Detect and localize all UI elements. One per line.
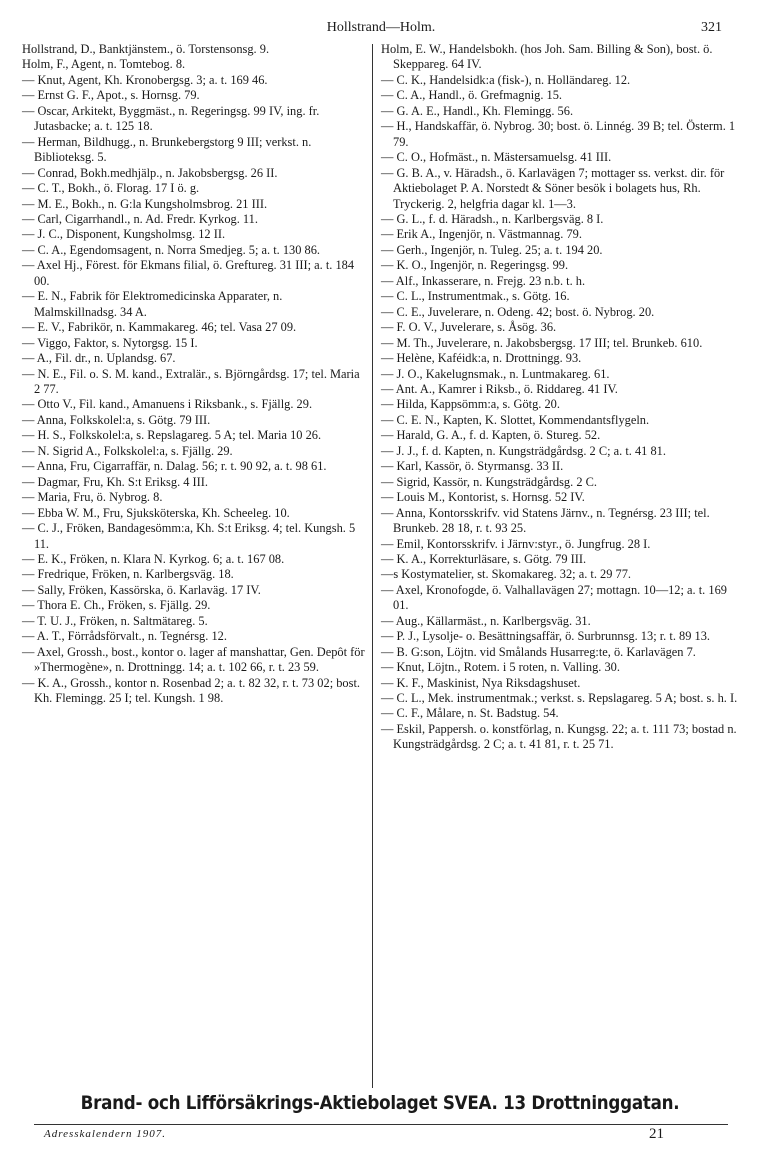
directory-entry: — C. A., Egendomsagent, n. Norra Smedjeg. 5; a. t. 130 86. bbox=[22, 242, 321, 257]
directory-entry: — Sigrid, Kassör, n. Kungsträdgårdsg. 2 C. bbox=[381, 474, 597, 489]
directory-entry: — Ebba W. M., Fru, Sjuksköterska, Kh. Scheeleg. 10. bbox=[22, 505, 290, 520]
directory-entry: Hollstrand, D., Banktjänstem., ö. Torstensonsg. 9. bbox=[22, 42, 270, 56]
directory-entry: — Anna, Folkskolel:a, s. Götg. 79 III. bbox=[22, 412, 211, 427]
left-column bbox=[22, 42, 368, 706]
directory-entry: — A. T., Förrådsförvalt., n. Tegnérsg. 12. bbox=[22, 629, 227, 644]
directory-entry: — Axel, Kronofogde, ö. Valhallavägen 27; mottagn. 10—12; a. t. 169 01. bbox=[381, 582, 727, 613]
directory-entry: — Oscar, Arkitekt, Byggmäst., n. Regeringsg. 99 IV, ing. fr. Jutasbacke; a. t. 125 18. bbox=[22, 103, 320, 134]
directory-entry: — Louis M., Kontorist, s. Hornsg. 52 IV. bbox=[381, 490, 585, 505]
directory-entry: — C. L., Instrumentmak., s. Götg. 16. bbox=[381, 289, 570, 304]
directory-entry: — Viggo, Faktor, s. Nytorgsg. 15 I. bbox=[22, 335, 198, 350]
directory-entry: — K. F., Maskinist, Nya Riksdagshuset. bbox=[381, 675, 581, 690]
directory-entry: —s Kostymatelier, st. Skomakareg. 32; a. t. 29 77. bbox=[381, 567, 632, 582]
directory-entry: — Knut, Löjtn., Rotem. i 5 roten, n. Valling. 30. bbox=[381, 660, 620, 675]
directory-entry: — E. N., Fabrik för Elektromedicinska Apparater, n. Malmskillnadsg. 34 A. bbox=[22, 289, 283, 319]
directory-entry: — E. K., Fröken, n. Klara N. Kyrkog. 6; a. t. 167 08. bbox=[22, 551, 285, 566]
directory-entry: — Alf., Inkasserare, n. Frejg. 23 n.b. t. h. bbox=[381, 273, 586, 288]
directory-entry: — Karl, Kassör, ö. Styrmansg. 33 II. bbox=[381, 459, 564, 474]
advertisement-banner: Brand- och Lifförsäkrings-Aktiebolaget SVEA. 13 Drottninggatan. bbox=[80, 1092, 680, 1114]
directory-entry: — C. E., Juvelerare, n. Odeng. 42; bost. ö. Nybrog. 20. bbox=[381, 304, 655, 319]
footer-publication: Adresskalendern 1907. bbox=[44, 1128, 167, 1140]
directory-entry: — H. S., Folkskolel:a, s. Repslagareg. 5 A; tel. Maria 10 26. bbox=[22, 428, 322, 443]
directory-entry: — Ant. A., Kamrer i Riksb., ö. Riddareg. 41 IV. bbox=[381, 381, 618, 396]
page-title: Hollstrand—Holm. bbox=[326, 20, 436, 35]
right-column bbox=[381, 42, 741, 753]
directory-entry: — C. L., Mek. instrumentmak.; verkst. s. Repslagareg. 5 A; bost. s. h. I. bbox=[381, 691, 738, 706]
directory-entry: — Thora E. Ch., Fröken, s. Fjällg. 29. bbox=[22, 598, 211, 613]
directory-entry: Holm, F., Agent, n. Tomtebog. 8. bbox=[22, 57, 186, 72]
directory-entry: — P. J., Lysolje- o. Besättningsaffär, ö. Surbrunnsg. 13; r. t. 89 13. bbox=[381, 629, 710, 644]
directory-entry: — Anna, Kontorsskrifv. vid Statens Järnv., n. Tegnérsg. 23 III; tel. Brunkeb. 28 18, r. t. 93 25. bbox=[381, 505, 710, 536]
directory-entry: — Anna, Fru, Cigarraffär, n. Dalag. 56; r. t. 90 92, a. t. 98 61. bbox=[22, 459, 327, 474]
directory-entry: — Fredrique, Fröken, n. Karlbergsväg. 18. bbox=[22, 567, 234, 582]
directory-entry: — Carl, Cigarrhandl., n. Ad. Fredr. Kyrkog. 11. bbox=[22, 211, 258, 226]
directory-entry: — C. A., Handl., ö. Grefmagnig. 15. bbox=[381, 88, 563, 103]
directory-entry: — N. E., Fil. o. S. M. kand., Extralär., s. Björngårdsg. 17; tel. Maria 2 77. bbox=[22, 366, 360, 396]
directory-entry: — K. A., Grossh., kontor n. Rosenbad 2; a. t. 82 32, r. t. 73 02; bost. Kh. Flemingg. 25 I; tel. Kungsh. 1 98. bbox=[22, 675, 360, 706]
directory-entry: — G. B. A., v. Häradsh., ö. Karlavägen 7; mottager ss. verkst. dir. för Aktiebolaget P. A. Norstedt & Söner besök i bolagets hus, Rh. Tryckerig. 2, helgfria dagar kl. 1—3. bbox=[381, 165, 725, 211]
directory-entry: — T. U. J., Fröken, n. Saltmätareg. 5. bbox=[22, 613, 208, 628]
directory-entry: — Eskil, Pappersh. o. konstförlag, n. Kungsg. 22; a. t. 111 73; bostad n. Kungsträdgårdsg. 2 C; a. t. 41 81, r. t. 25 71. bbox=[381, 721, 737, 752]
page-number: 321 bbox=[701, 20, 722, 35]
directory-entry: — J. J., f. d. Kapten, n. Kungsträdgårdsg. 2 C; a. t. 41 81. bbox=[381, 443, 666, 458]
directory-entry: — C. O., Hofmäst., n. Mästersamuelsg. 41 III. bbox=[381, 150, 612, 165]
directory-entry: — E. V., Fabrikör, n. Kammakareg. 46; tel. Vasa 27 09. bbox=[22, 320, 297, 335]
directory-entry: — Erik A., Ingenjör, n. Västmannag. 79. bbox=[381, 227, 582, 242]
directory-entry: — Sally, Fröken, Kassörska, ö. Karlaväg. 17 IV. bbox=[22, 582, 261, 597]
directory-entry: — Herman, Bildhugg., n. Brunkebergstorg 9 III; verkst. n. Biblioteksg. 5. bbox=[22, 134, 312, 165]
directory-entry: Holm, E. W., Handelsbokh. (hos Joh. Sam. Billing & Son), bost. ö. Skeppareg. 64 IV. bbox=[381, 42, 713, 72]
directory-entry: — Gerh., Ingenjör, n. Tuleg. 25; a. t. 194 20. bbox=[381, 242, 603, 257]
directory-entry: — Aug., Källarmäst., n. Karlbergsväg. 31. bbox=[381, 613, 591, 628]
directory-entry: — Helène, Kaféidk:a, n. Drottningg. 93. bbox=[381, 351, 582, 366]
directory-entry: — Conrad, Bokh.medhjälp., n. Jakobsbergsg. 26 II. bbox=[22, 165, 278, 180]
directory-entry: — G. L., f. d. Häradsh., n. Karlbergsväg. 8 I. bbox=[381, 211, 604, 226]
directory-entry: — Axel Hj., Förest. för Ekmans filial, ö. Greftureg. 31 III; a. t. 184 00. bbox=[22, 258, 355, 288]
directory-entry: — Dagmar, Fru, Kh. S:t Eriksg. 4 III. bbox=[22, 474, 209, 489]
directory-entry: — A., Fil. dr., n. Uplandsg. 67. bbox=[22, 351, 176, 366]
directory-entry: — Maria, Fru, ö. Nybrog. 8. bbox=[22, 490, 163, 505]
directory-entry: — Ernst G. F., Apot., s. Hornsg. 79. bbox=[22, 88, 200, 103]
directory-entry: — Hilda, Kappsömm:a, s. Götg. 20. bbox=[381, 397, 560, 412]
directory-entry: — C. K., Handelsidk:a (fisk-), n. Holländareg. 12. bbox=[381, 72, 631, 87]
directory-entry: — Emil, Kontorsskrifv. i Järnv:styr., ö. Jungfrug. 28 I. bbox=[381, 536, 651, 551]
directory-entry: — M. Th., Juvelerare, n. Jakobsbergsg. 17 III; tel. Brunkeb. 610. bbox=[381, 335, 703, 350]
directory-entry: — C. T., Bokh., ö. Florag. 17 I ö. g. bbox=[22, 181, 200, 196]
directory-entry: — J. O., Kakelugnsmak., n. Luntmakareg. 61. bbox=[381, 366, 610, 381]
directory-entry: — H., Handskaffär, ö. Nybrog. 30; bost. ö. Linnég. 39 B; tel. Österm. 1 79. bbox=[381, 119, 736, 149]
directory-entry: — Harald, G. A., f. d. Kapten, ö. Stureg. 52. bbox=[381, 428, 601, 443]
running-head bbox=[0, 20, 762, 42]
footer-signature-number: 21 bbox=[649, 1126, 664, 1142]
directory-entry: — G. A. E., Handl., Kh. Flemingg. 56. bbox=[381, 103, 574, 118]
directory-entry: — Axel, Grossh., bost., kontor o. lager af manshattar, Gen. Depôt för »Thermogène», n. Drottningg. 14; a. t. 102 66, r. t. 23 59. bbox=[22, 644, 365, 675]
footer-rule bbox=[34, 1124, 728, 1125]
directory-entry: — K. O., Ingenjör, n. Regeringsg. 99. bbox=[381, 258, 569, 273]
directory-entry: — Otto V., Fil. kand., Amanuens i Riksbank., s. Fjällg. 29. bbox=[22, 397, 313, 412]
directory-entry: — N. Sigrid A., Folkskolel:a, s. Fjällg. 29. bbox=[22, 443, 233, 458]
directory-entry: — J. C., Disponent, Kungsholmsg. 12 II. bbox=[22, 227, 226, 242]
column-divider bbox=[372, 44, 373, 1088]
directory-entry: — B. G:son, Löjtn. vid Smålands Husarreg:te, ö. Karlavägen 7. bbox=[381, 644, 696, 659]
directory-entry: — C. F., Målare, n. St. Badstug. 54. bbox=[381, 706, 559, 721]
directory-entry: — C. J., Fröken, Bandagesömm:a, Kh. S:t Eriksg. 4; tel. Kungsh. 5 11. bbox=[22, 521, 356, 551]
directory-entry: — F. O. V., Juvelerare, s. Åsög. 36. bbox=[381, 320, 557, 335]
directory-entry: — K. A., Korrekturläsare, s. Götg. 79 III. bbox=[381, 551, 587, 566]
directory-entry: — C. E. N., Kapten, K. Slottet, Kommendantsflygeln. bbox=[381, 412, 650, 427]
directory-entry: — Knut, Agent, Kh. Kronobergsg. 3; a. t. 169 46. bbox=[22, 72, 268, 87]
directory-entry: — M. E., Bokh., n. G:la Kungsholmsbrog. 21 III. bbox=[22, 196, 268, 211]
